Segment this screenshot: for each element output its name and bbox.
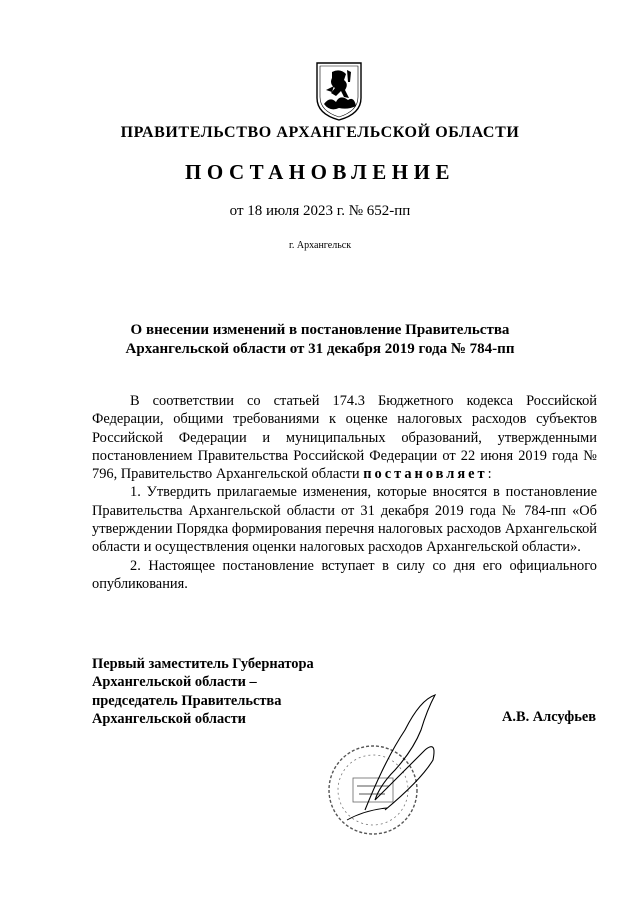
preamble-text: В соответствии со статьей 174.3 Бюджетного кодекса Российской Федерации, общими требованиями к оценке налоговых расходов субъектов Российской Федерации и муниципальных образований, утвержденными постановлением Правительства Российской Федерации от 22 июня 2019 года № 796, Правительство Архангельской области: [92, 393, 597, 483]
signatory-title-line: председатель Правительства: [92, 692, 282, 709]
official-stamp-and-signature: [325, 690, 445, 840]
document-date-number: от 18 июля 2023 г. № 652-пп: [229, 203, 411, 219]
subject-line: Архангельской области от 31 декабря 2019 года № 784-пп: [125, 341, 515, 357]
document-body: [92, 392, 597, 593]
signatory-title-line: Первый заместитель Губернатора: [92, 656, 314, 672]
coat-of-arms-icon: [314, 60, 364, 122]
preamble-end: :: [487, 466, 492, 483]
signatory-title-line: Архангельской области –: [92, 674, 257, 691]
preamble-paragraph: [92, 392, 597, 483]
government-name: ПРАВИТЕЛЬСТВО АРХАНГЕЛЬСКОЙ ОБЛАСТИ: [120, 124, 520, 141]
decree-word: постановляет: [363, 466, 488, 483]
document-type-title: ПОСТАНОВЛЕНИЕ: [185, 160, 455, 184]
document-subject: [80, 321, 560, 359]
subject-line: О внесении изменений в постановление Правительства: [130, 322, 510, 338]
signatory-title-line: Архангельской области: [92, 710, 246, 727]
document-city: г. Архангельск: [288, 240, 352, 251]
item-paragraph: 2. Настоящее постановление вступает в силу со дня его официального опубликования.: [92, 557, 597, 592]
signatory-title: [92, 655, 314, 728]
item-paragraph: 1. Утвердить прилагаемые изменения, которые вносятся в постановление Правительства Архангельской области от 31 декабря 2019 года № 784-пп «Об утверждении Порядка формирования перечня налоговых расходов Архангельской области и осуществления оценки налоговых расходов Архангельской области».: [92, 484, 597, 556]
signatory-name: А.В. Алсуфьев: [501, 709, 596, 725]
